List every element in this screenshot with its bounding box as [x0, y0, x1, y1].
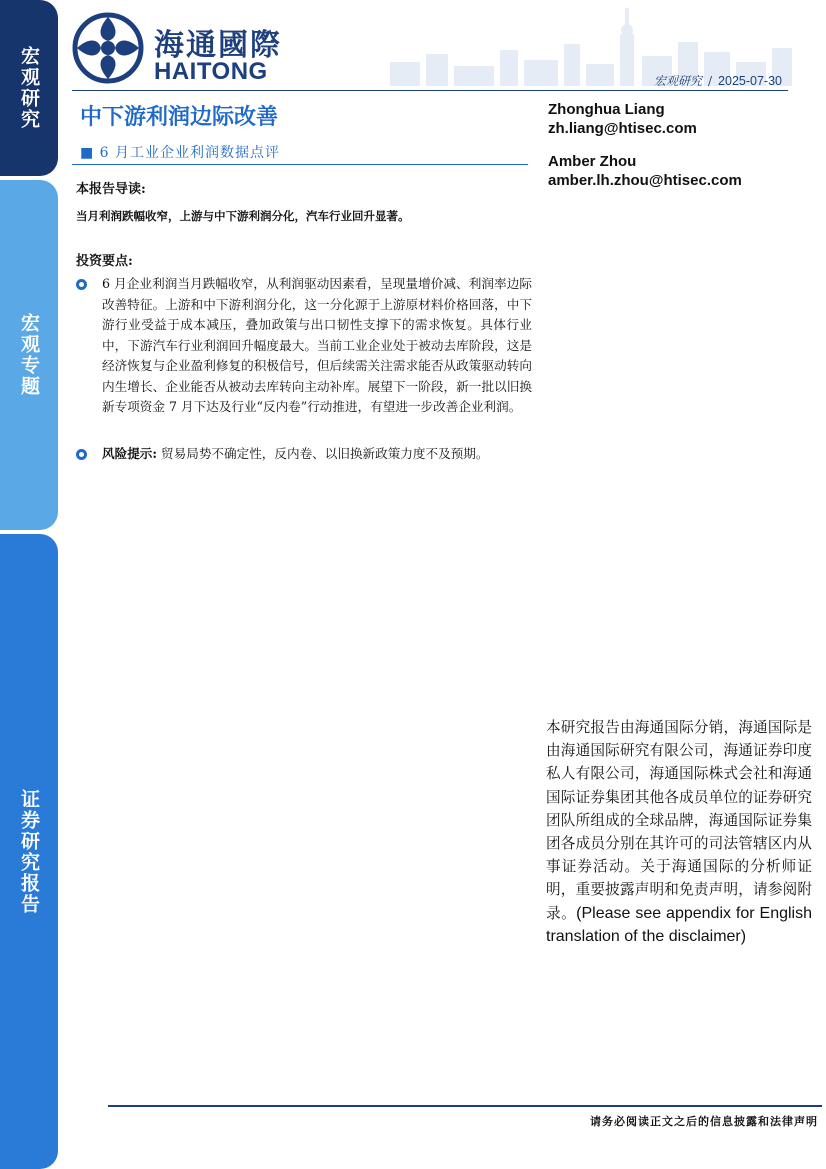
- author-list: [548, 100, 742, 204]
- side-tab-securities-report: 证券研究报告: [0, 534, 58, 1169]
- risk-text: 贸易局势不确定性，反内卷、以旧换新政策力度不及预期。: [161, 446, 489, 461]
- risk-label: 风险提示:: [102, 446, 158, 461]
- point-text: 6 月企业利润当月跌幅收窄，从利润驱动因素看，呈现量增价减、利润率边际改善特征。上游和中下游利润分化，这一分化源于上游原材料价格回落，中下游行业受益于成本减压，叠加政策与出口韧性支撑下的需求恢复。具体行业中，下游汽车行业利润回升幅度最大。当前工业企业处于被动去库阶段，这是经济恢复与企业盈利修复的积极信号，但后续需关注需求能否从政策驱动转向内生增长、企业能否从被动去库转向主动补库。展望下一阶段，新一批以旧换新专项资金 7 月下达及行业“反内卷”行动推进，有望进一步改善企业利润。: [102, 276, 532, 414]
- author-name: Zhonghua Liang: [548, 101, 665, 118]
- report-category: 宏观研究: [653, 74, 702, 88]
- author-email[interactable]: zh.liang@htisec.com: [548, 120, 697, 137]
- list-item: [76, 274, 532, 418]
- disclaimer-en: (Please see appendix for English translation of the disclaimer): [546, 904, 812, 945]
- bullet-icon: [76, 279, 87, 290]
- header-separator: /: [708, 74, 713, 88]
- subtitle-divider: [72, 164, 528, 165]
- side-tab-macro-research: 宏观研究: [0, 0, 58, 176]
- points-heading: 投资要点:: [76, 254, 133, 269]
- author-block: [548, 152, 742, 190]
- report-title: 中下游利润边际改善: [80, 104, 279, 130]
- footer-notice: 请务必阅读正文之后的信息披露和法律声明: [590, 1115, 818, 1128]
- author-email[interactable]: amber.lh.zhou@htisec.com: [548, 172, 742, 189]
- author-name: Amber Zhou: [548, 153, 637, 170]
- logo-english-name: HAITONG: [154, 58, 268, 85]
- report-date: 2025-07-30: [718, 74, 782, 88]
- footer-divider: [108, 1105, 822, 1107]
- haitong-logo: [72, 12, 312, 84]
- disclaimer-block: [546, 716, 812, 948]
- haitong-logo-icon: [72, 12, 144, 84]
- report-subtitle: ■ 6 月工业企业利润数据点评: [80, 145, 281, 161]
- list-item: [76, 444, 532, 465]
- guide-summary: 当月利润跌幅收窄，上游与中下游利润分化，汽车行业回升显著。: [76, 209, 410, 223]
- bullet-icon: [76, 449, 87, 460]
- header-divider: [72, 90, 788, 91]
- logo-chinese-name: 海通國際: [154, 28, 282, 63]
- side-tab-macro-topic: 宏观专题: [0, 180, 58, 530]
- guide-heading: 本报告导读:: [76, 182, 146, 197]
- header-meta: [654, 72, 782, 89]
- author-block: [548, 100, 742, 138]
- point-text: [102, 444, 532, 465]
- disclaimer-cn: 本研究报告由海通国际分销，海通国际是由海通国际研究有限公司，海通证券印度私人有限公司，海通国际株式会社和海通国际证券集团其他各成员单位的证券研究团队所组成的全球品牌，海通国际证券集团各成员分别在其许可的司法管辖区内从事证券活动。关于海通国际的分析师证明，重要披露声明和免责声明，请参阅附录。: [546, 719, 812, 922]
